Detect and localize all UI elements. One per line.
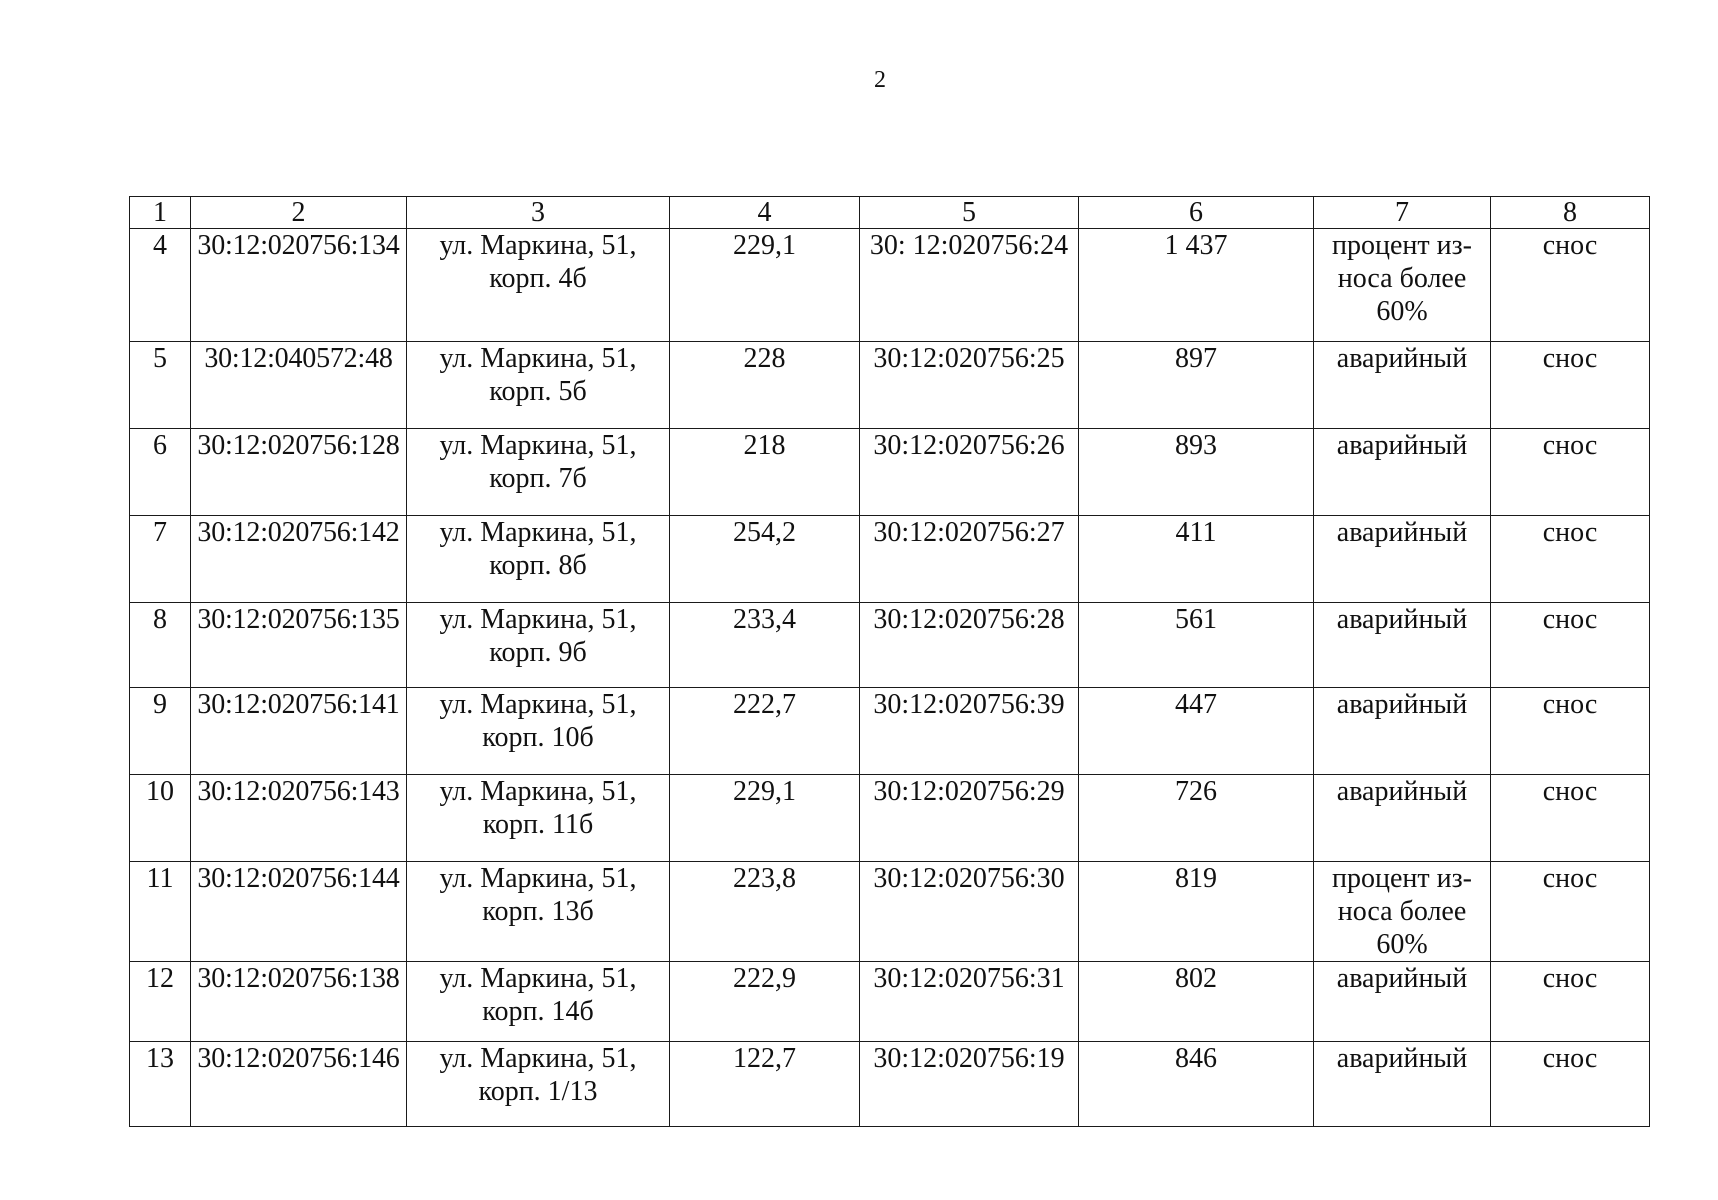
building-cadastral-cell [191,962,407,1042]
condition-line: аварийный [1336,776,1468,807]
column-number: 5 [860,197,1079,229]
plot-cadastral-cell [860,603,1079,688]
table-row [130,429,1650,516]
building-cadastral-cell [191,775,407,862]
plot-cadastral-line: 30:12:020756:30 [873,863,1065,894]
plot-area-line: 1 437 [1164,230,1228,261]
plot-cadastral-line: 30:12:020756:26 [873,430,1065,461]
building-cadastral-cell [191,342,407,429]
plot-cadastral-line: 30:12:020756:27 [873,517,1065,548]
address-cell [407,962,670,1042]
plot-area-cell [1079,429,1314,516]
table-row [130,862,1650,962]
action-cell [1491,962,1650,1042]
address-line: ул. Маркина, 51, [439,776,637,807]
building-cadastral-cell [191,1042,407,1127]
table-row [130,603,1650,688]
row-number-line: 4 [153,230,167,261]
address-line: корп. 5б [489,376,587,407]
table-row [130,229,1650,342]
condition-line: процент из- [1332,863,1472,894]
row-number-cell [130,775,191,862]
address-line: ул. Маркина, 51, [439,430,637,461]
address-line: ул. Маркина, 51, [439,863,637,894]
column-number-row [130,197,1650,229]
column-number: 2 [191,197,407,229]
plot-cadastral-cell [860,962,1079,1042]
address-line: корп. 13б [482,896,594,927]
column-number: 4 [670,197,860,229]
row-number-line: 8 [153,604,167,635]
condition-cell [1314,603,1491,688]
plot-cadastral-line: 30:12:020756:19 [873,1043,1065,1074]
plot-cadastral-line: 30:12:020756:28 [873,604,1065,635]
condition-cell [1314,429,1491,516]
building-area-line: 233,4 [733,604,796,635]
row-number-cell [130,429,191,516]
building-cadastral-line: 30:12:040572:48 [204,343,393,374]
condition-line: 60% [1376,929,1428,960]
action-cell [1491,862,1650,962]
table-row [130,342,1650,429]
row-number-cell [130,342,191,429]
address-cell [407,229,670,342]
building-area-line: 228 [743,343,786,374]
action-line: снос [1542,517,1598,548]
address-line: корп. 14б [482,996,594,1027]
building-cadastral-line: 30:12:020756:141 [197,689,400,720]
row-number-line: 13 [146,1043,174,1074]
action-cell [1491,229,1650,342]
plot-area-cell [1079,516,1314,603]
table-row [130,775,1650,862]
condition-line: аварийный [1336,963,1468,994]
row-number-cell [130,1042,191,1127]
building-cadastral-cell [191,603,407,688]
building-area-line: 254,2 [733,517,796,548]
building-area-line: 229,1 [733,230,796,261]
address-cell [407,688,670,775]
building-area-cell [670,603,860,688]
building-cadastral-line: 30:12:020756:135 [197,604,400,635]
address-line: корп. 11б [482,809,594,840]
building-area-cell [670,516,860,603]
row-number-line: 12 [146,963,174,994]
address-cell [407,862,670,962]
plot-cadastral-cell [860,342,1079,429]
building-area-cell [670,962,860,1042]
address-cell [407,342,670,429]
page-number: 2 [874,67,886,93]
plot-cadastral-line: 30:12:020756:29 [873,776,1065,807]
building-area-cell [670,775,860,862]
table-row [130,1042,1650,1127]
plot-area-cell [1079,862,1314,962]
condition-cell [1314,962,1491,1042]
building-area-cell [670,429,860,516]
table-body [130,197,1650,1127]
plot-cadastral-line: 30:12:020756:31 [873,963,1065,994]
building-cadastral-line: 30:12:020756:144 [197,863,400,894]
action-cell [1491,775,1650,862]
row-number-cell [130,516,191,603]
plot-cadastral-line: 30:12:020756:39 [873,689,1065,720]
address-line: ул. Маркина, 51, [439,604,637,635]
address-cell [407,603,670,688]
plot-area-line: 447 [1175,689,1217,720]
plot-area-line: 726 [1175,776,1217,807]
plot-cadastral-cell [860,862,1079,962]
plot-area-cell [1079,775,1314,862]
row-number-cell [130,603,191,688]
plot-cadastral-cell [860,429,1079,516]
action-line: снос [1542,604,1598,635]
condition-line: аварийный [1336,430,1468,461]
plot-cadastral-line: 30:12:020756:25 [873,343,1065,374]
plot-cadastral-cell [860,1042,1079,1127]
building-area-line: 218 [743,430,786,461]
address-line: ул. Маркина, 51, [439,230,637,261]
table-row [130,516,1650,603]
plot-area-line: 411 [1175,517,1217,548]
action-line: снос [1542,430,1598,461]
plot-area-line: 897 [1175,343,1217,374]
column-number: 3 [407,197,670,229]
column-number: 6 [1079,197,1314,229]
condition-cell [1314,1042,1491,1127]
action-line: снос [1542,776,1598,807]
building-cadastral-cell [191,229,407,342]
address-line: ул. Маркина, 51, [439,1043,637,1074]
condition-cell [1314,516,1491,603]
plot-area-cell [1079,1042,1314,1127]
plot-cadastral-cell [860,229,1079,342]
address-line: корп. 9б [489,637,587,668]
action-cell [1491,342,1650,429]
building-area-line: 222,7 [733,689,796,720]
address-cell [407,429,670,516]
building-cadastral-cell [191,688,407,775]
plot-area-cell [1079,688,1314,775]
building-area-line: 122,7 [733,1043,796,1074]
buildings-table [129,196,1650,1127]
action-line: снос [1542,963,1598,994]
plot-area-line: 802 [1175,963,1217,994]
row-number-line: 6 [153,430,167,461]
plot-area-line: 893 [1175,430,1217,461]
building-cadastral-line: 30:12:020756:128 [197,430,400,461]
building-cadastral-line: 30:12:020756:142 [197,517,400,548]
condition-cell [1314,775,1491,862]
action-line: снос [1542,343,1598,374]
action-cell [1491,603,1650,688]
condition-cell [1314,342,1491,429]
building-cadastral-cell [191,516,407,603]
address-line: корп. 7б [489,463,587,494]
condition-cell [1314,229,1491,342]
address-line: корп. 10б [482,722,594,753]
condition-line: аварийный [1336,604,1468,635]
building-area-line: 223,8 [733,863,796,894]
building-cadastral-line: 30:12:020756:143 [197,776,400,807]
table-row [130,962,1650,1042]
condition-line: процент из- [1332,230,1472,261]
building-area-cell [670,688,860,775]
address-cell [407,775,670,862]
plot-area-line: 561 [1175,604,1217,635]
building-area-line: 222,9 [733,963,796,994]
building-area-cell [670,1042,860,1127]
row-number-line: 10 [146,776,174,807]
plot-area-line: 846 [1175,1043,1217,1074]
building-area-cell [670,862,860,962]
plot-cadastral-cell [860,516,1079,603]
row-number-line: 7 [153,517,167,548]
column-number: 8 [1491,197,1650,229]
action-cell [1491,1042,1650,1127]
plot-area-cell [1079,342,1314,429]
building-area-cell [670,229,860,342]
condition-line: аварийный [1336,343,1468,374]
column-number: 7 [1314,197,1491,229]
action-cell [1491,516,1650,603]
condition-line: носа более [1337,263,1467,294]
column-number: 1 [130,197,191,229]
action-line: снос [1542,230,1598,261]
condition-line: носа более [1337,896,1467,927]
plot-area-cell [1079,962,1314,1042]
building-cadastral-line: 30:12:020756:134 [197,230,400,261]
row-number-cell [130,962,191,1042]
address-cell [407,1042,670,1127]
row-number-cell [130,688,191,775]
condition-line: аварийный [1336,689,1468,720]
address-line: ул. Маркина, 51, [439,343,637,374]
row-number-cell [130,229,191,342]
condition-line: аварийный [1336,1043,1468,1074]
action-line: снос [1542,1043,1598,1074]
table-row [130,688,1650,775]
address-cell [407,516,670,603]
row-number-cell [130,862,191,962]
row-number-line: 11 [146,863,174,894]
building-cadastral-cell [191,429,407,516]
action-cell [1491,429,1650,516]
building-cadastral-cell [191,862,407,962]
plot-cadastral-cell [860,775,1079,862]
building-cadastral-line: 30:12:020756:138 [197,963,400,994]
address-line: ул. Маркина, 51, [439,517,637,548]
address-line: корп. 4б [489,263,587,294]
condition-line: 60% [1376,296,1428,327]
plot-area-line: 819 [1175,863,1217,894]
building-area-cell [670,342,860,429]
address-line: корп. 1/13 [478,1076,598,1107]
row-number-line: 9 [153,689,167,720]
address-line: ул. Маркина, 51, [439,689,637,720]
building-cadastral-line: 30:12:020756:146 [197,1043,400,1074]
action-line: снос [1542,863,1598,894]
action-line: снос [1542,689,1598,720]
plot-area-cell [1079,603,1314,688]
building-area-line: 229,1 [733,776,796,807]
address-line: корп. 8б [489,550,587,581]
address-line: ул. Маркина, 51, [439,963,637,994]
condition-cell [1314,862,1491,962]
condition-line: аварийный [1336,517,1468,548]
condition-cell [1314,688,1491,775]
plot-cadastral-line: 30: 12:020756:24 [869,230,1069,261]
row-number-line: 5 [153,343,167,374]
plot-area-cell [1079,229,1314,342]
action-cell [1491,688,1650,775]
plot-cadastral-cell [860,688,1079,775]
